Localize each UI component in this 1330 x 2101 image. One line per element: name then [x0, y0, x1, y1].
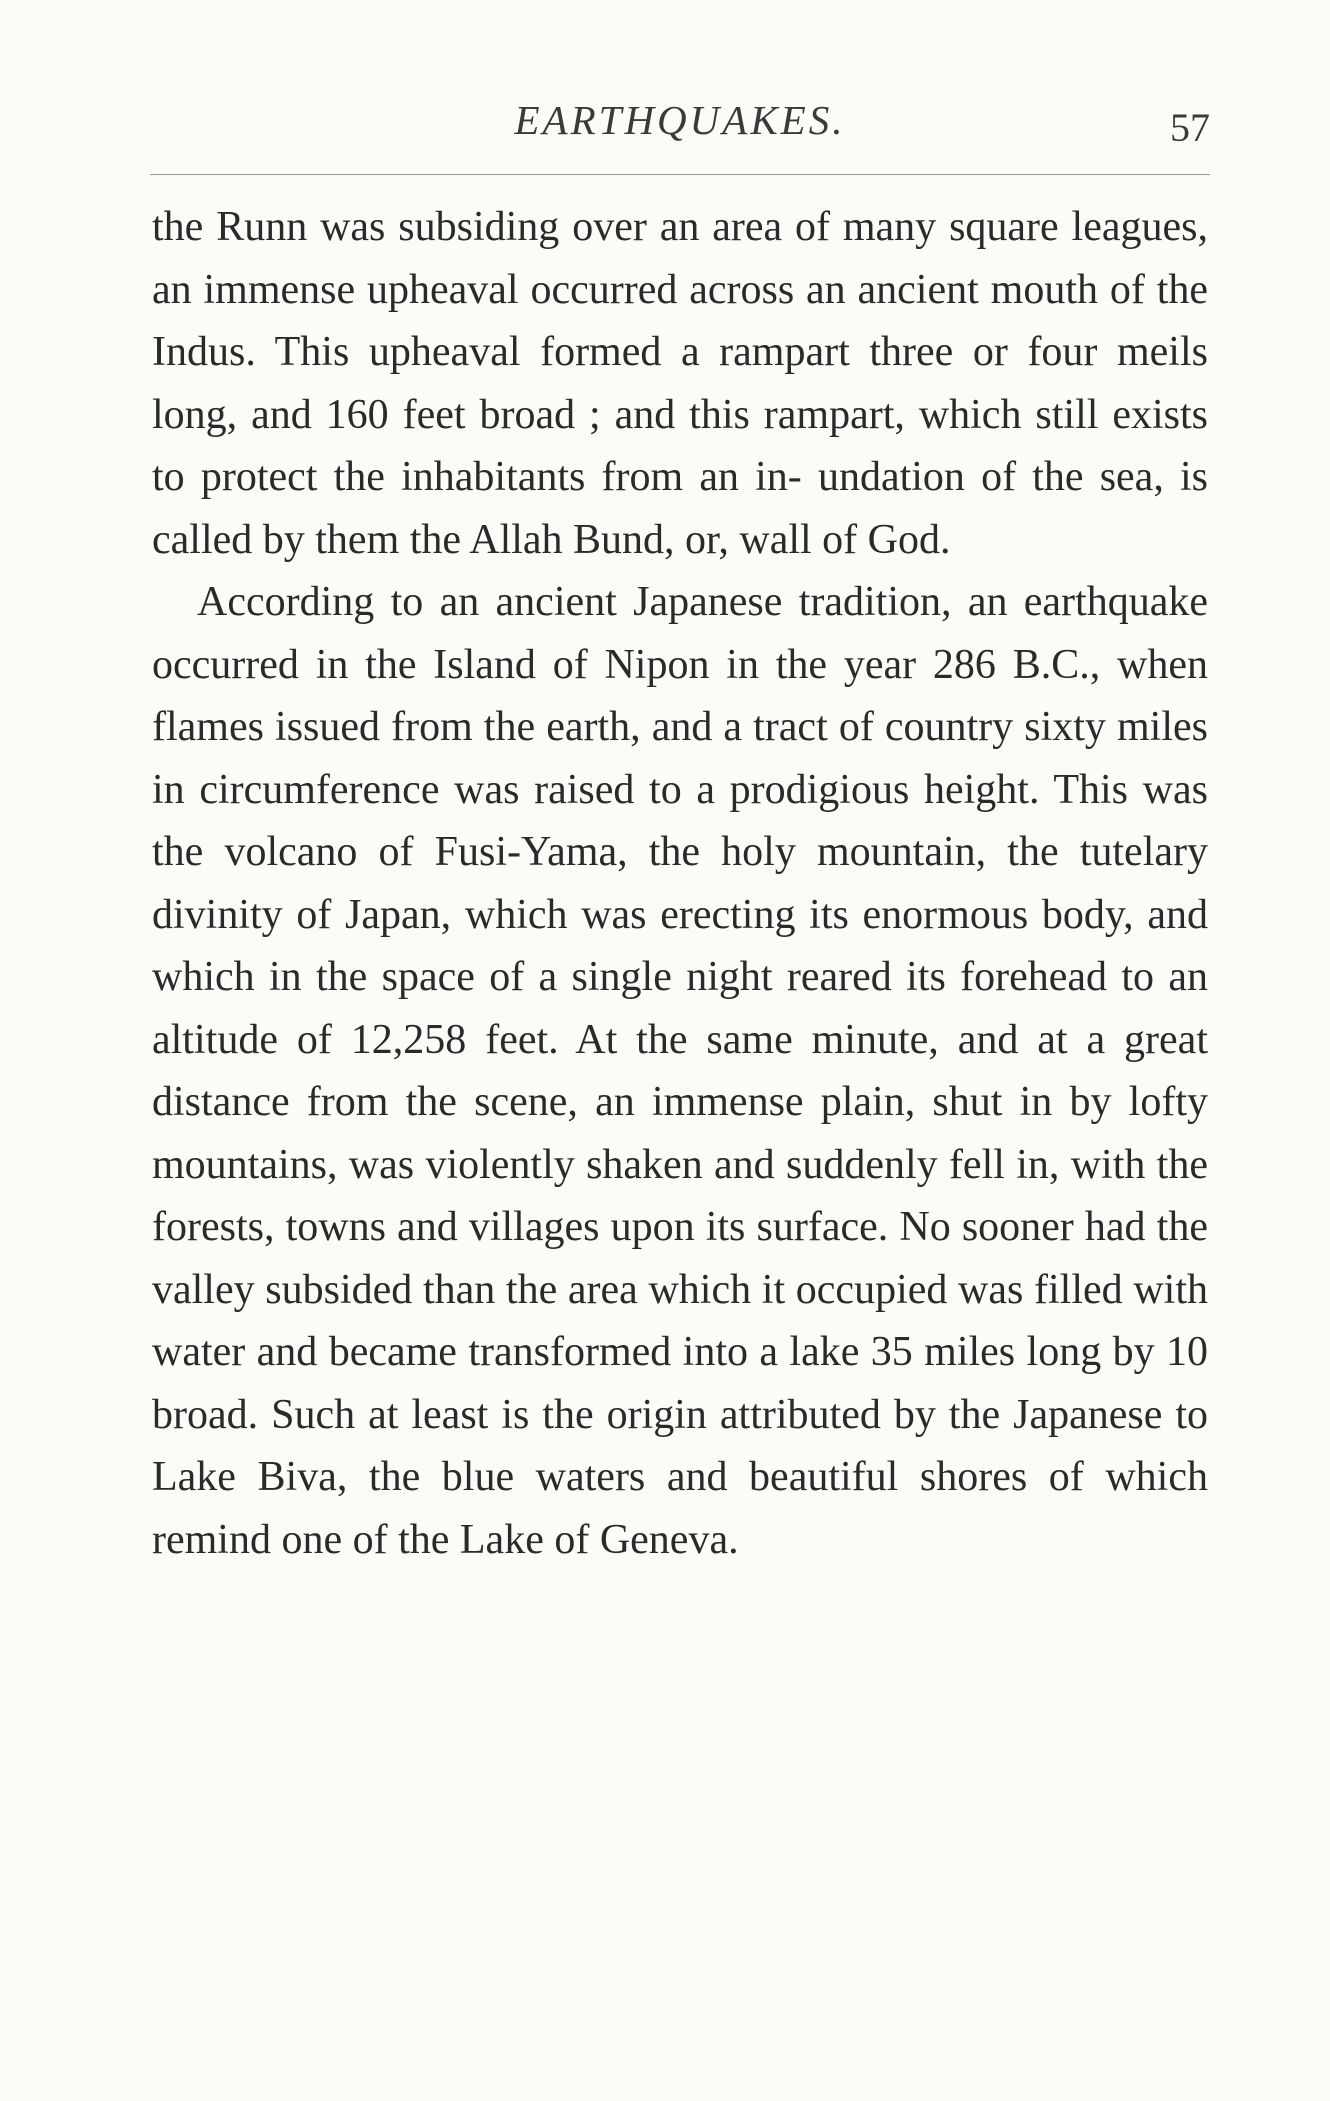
page-number: 57	[1170, 105, 1210, 150]
body-text	[152, 196, 1208, 1571]
header-rule	[150, 174, 1210, 175]
page-header	[150, 96, 1210, 156]
paragraph-1: the Runn was subsiding over an area of many square leagues, an immense upheaval occurred across an ancient mouth of the Indus. This upheaval formed a rampart three or four meils long, and 160 feet broad ; and this rampart, which still exists to protect the inhabitants from an in- undation of the sea, is called by them the Allah Bund, or, wall of God.	[152, 204, 1208, 563]
running-title: EARTHQUAKES.	[514, 97, 846, 143]
paragraph-2: According to an ancient Japanese tradition, an earthquake occurred in the Island of Nipon in the year 286 B.C., when flames issued from the earth, and a tract of country sixty miles in circumference was raised to a prodigious height. This was the volcano of Fusi-Yama, the holy mountain, the tutelary divinity of Japan, which was erecting its enormous body, and which in the space of a single night reared its forehead to an altitude of 12,258 feet. At the same minute, and at a great distance from the scene, an immense plain, shut in by lofty mountains, was violently shaken and suddenly fell in, with the forests, towns and villages upon its surface. No sooner had the valley subsided than the area which it occupied was filled with water and became transformed into a lake 35 miles long by 10 broad. Such at least is the origin attributed by the Japanese to Lake Biva, the blue waters and beautiful shores of which remind one of the Lake of Geneva.	[152, 579, 1208, 1563]
